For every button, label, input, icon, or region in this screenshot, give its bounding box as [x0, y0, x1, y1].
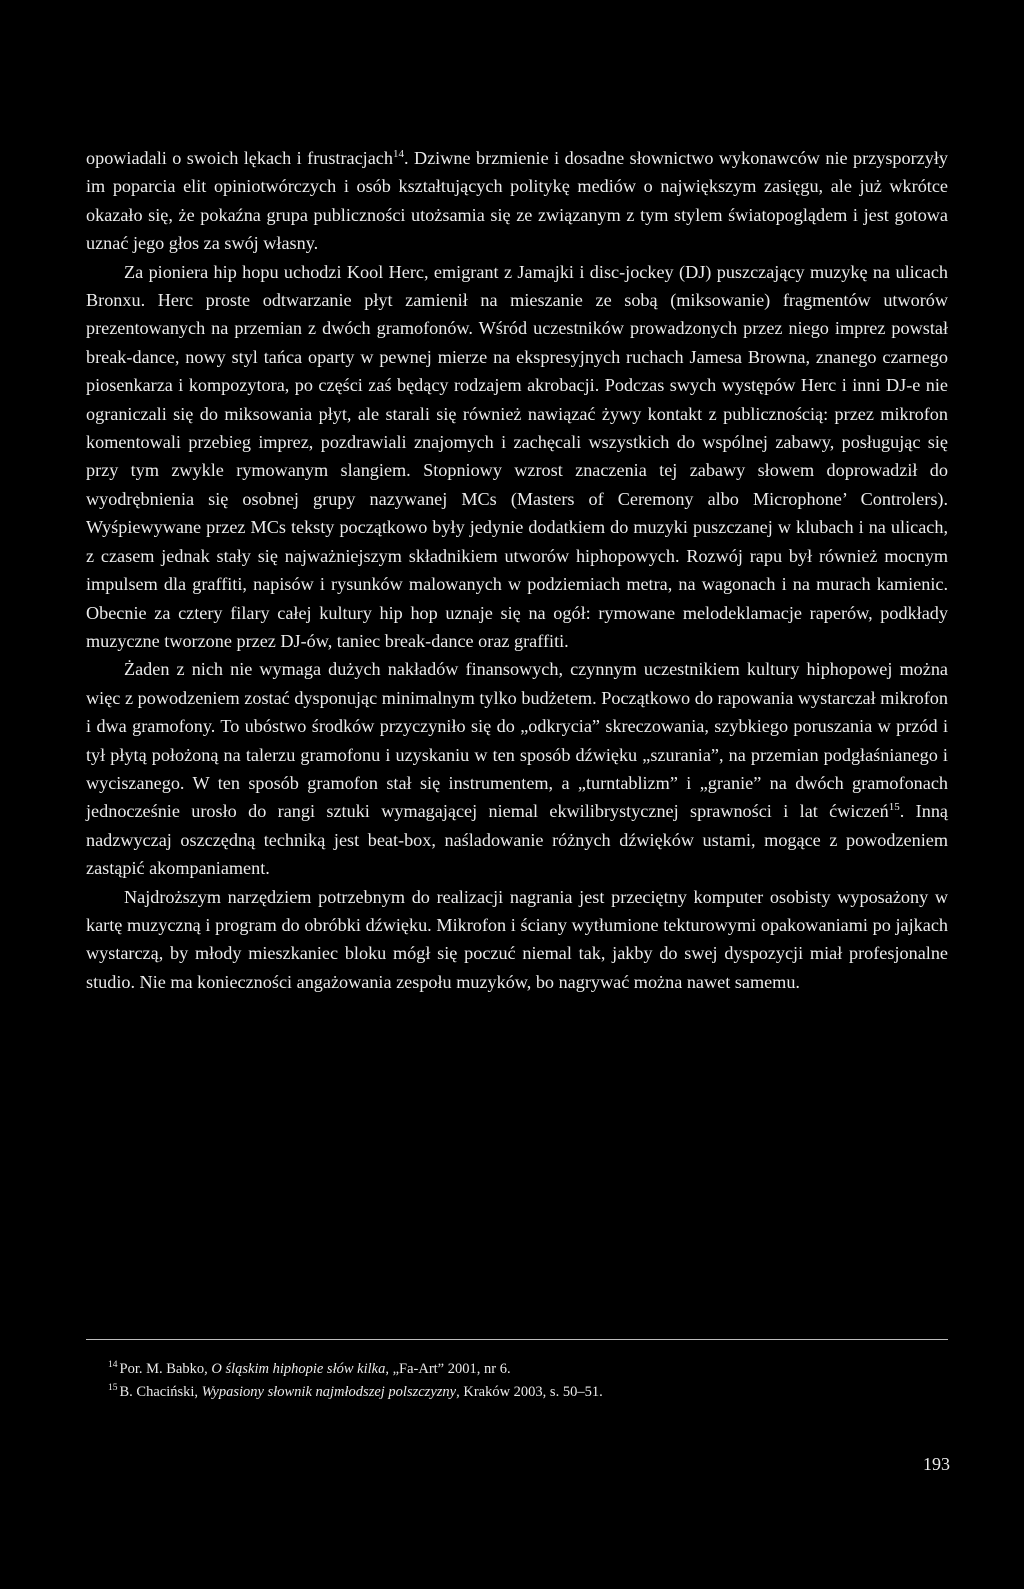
- paragraph: [86, 144, 948, 258]
- paragraph-text: Najdroższym narzędziem potrzebnym do realizacji nagrania jest przeciętny komputer osobisty wyposażony w kartę muzyczną i program do obróbki dźwięku. Mikrofon i ściany wytłumione tekturowymi opakowaniami po jajkach wystarczą, by młody mieszkaniec bloku mógł się poczuć niemal tak, jakby do swej dyspozycji miał profesjonalne studio. Nie ma konieczności angażowania zespołu muzyków, bo nagrywać można nawet samemu.: [86, 886, 948, 992]
- footnote-reference[interactable]: 14: [392, 147, 404, 160]
- paragraph-text: Żaden z nich nie wymaga dużych nakładów finansowych, czynnym uczestnikiem kultury hiphopowej można więc z powodzeniem zostać dysponując minimalnym tylko budżetem. Początkowo do rapowania wystarczał mikrofon i dwa gramofony. To ubóstwo środków przyczyniło się do „odkrycia” skreczowania, szybkiego poruszania w przód i tył płytą położoną na talerzu gramofonu i uzyskaniu w ten sposób dźwięku „szurania”, na przemian podgłaśnianego i wyciszanego. W ten sposób gramofon stał się instrumentem, a „turntablizm” i „granie” na dwóch gramofonach jednocześnie urosło do rangi sztuki wymagającej niemal ekwilibrystycznej sprawności i lat ćwiczeń: [86, 659, 948, 822]
- footnote-number: 15: [108, 1383, 118, 1394]
- paragraph: [86, 883, 948, 997]
- paragraph-text: . Dziwne brzmienie i dosadne słownictwo wykonawców nie przysporzyły im poparcia elit opiniotwórczych i osób kształtujących politykę mediów o największym zasięgu, ale już wkrótce okazało się, że pokaźna grupa publiczności utożsamia się ze związanym z tym stylem światopoglądem i jest gotowa uznać jego głos za swój własny.: [86, 148, 948, 254]
- footnote-reference[interactable]: 15: [888, 801, 900, 814]
- body-text: [86, 144, 948, 996]
- footnote: [86, 1381, 948, 1404]
- paragraph: [86, 258, 948, 656]
- paragraph-text: Za pioniera hip hopu uchodzi Kool Herc, emigrant z Jamajki i disc-jockey (DJ) puszczający muzykę na ulicach Bronxu. Herc proste odtwarzanie płyt zamienił na mieszanie ze sobą (miksowanie) fragmentów utworów prezentowanych na przemian z dwóch gramofonów. Wśród uczestników prowadzonych przez niego imprez powstał break-dance, nowy styl tańca oparty w pewnej mierze na ekspresyjnych ruchach Jamesa Browna, znanego czarnego piosenkarza i kompozytora, po części zaś będący rodzajem akrobacji. Podczas swych występów Herc i inni DJ-e nie ograniczali się do miksowania płyt, ale starali się również nawiązać żywy kontakt z publicznością: przez mikrofon komentowali przebieg imprez, pozdrawiali znajomych i zachęcali wszystkich do wspólnej zabawy, posługując się przy tym zwykle rymowanym slangiem. Stopniowy wzrost znaczenia tej zabawy słowem doprowadził do wyodrębnienia się osobnej grupy nazywanej MCs (Masters of Ceremony albo Microphone’ Controlers). Wyśpiewywane przez MCs teksty początkowo były jedynie dodatkiem do muzyki puszczanej w klubach i na ulicach, z czasem jednak stały się najważniejszym składnikiem utworów hiphopowych. Rozwój rapu był również mocnym impulsem dla graffiti, napisów i rysunków malowanych w podziemiach metra, na wagonach i na murach kamienic. Obecnie za cztery filary całej kultury hip hop uznaje się na ogół: rymowane melodeklamacje raperów, podkłady muzyczne tworzone przez DJ-ów, taniec break-dance oraz graffiti.: [86, 261, 948, 651]
- footnote-number: 14: [108, 1360, 118, 1371]
- footnote-publication: , Kraków 2003, s. 50–51.: [456, 1384, 603, 1400]
- paragraph-text: opowiadali o swoich lękach i frustracjach: [86, 148, 393, 168]
- footnote-separator: [86, 1339, 948, 1340]
- page-number: 193: [923, 1454, 950, 1474]
- paragraph-text: . Inną nadzwyczaj oszczędną techniką jest beat-box, naśladowanie różnych dźwięków ustami, mogące z powodzeniem zastąpić akompaniament.: [86, 801, 948, 879]
- footnote-author: Por. M. Babko,: [119, 1361, 212, 1377]
- footnote-title: O śląskim hiphopie słów kilka: [211, 1361, 386, 1377]
- paragraph: [86, 655, 948, 882]
- footnote-author: B. Chaciński,: [119, 1384, 202, 1400]
- footnotes: [86, 1358, 948, 1404]
- footnote: [86, 1358, 948, 1381]
- footnote-publication: , „Fa-Art” 2001, nr 6.: [385, 1361, 511, 1377]
- footnote-title: Wypasiony słownik najmłodszej polszczyzny: [201, 1384, 457, 1400]
